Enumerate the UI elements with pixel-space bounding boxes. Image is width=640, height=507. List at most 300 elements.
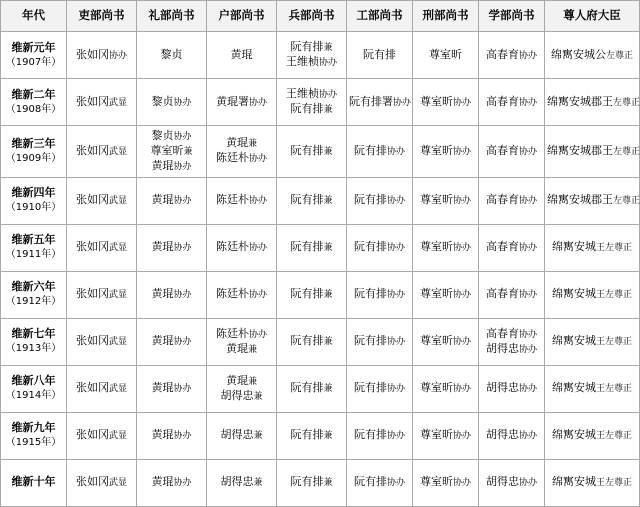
official-rank-suffix: 兼 <box>253 391 263 402</box>
official-cell <box>479 271 545 318</box>
official-rank-suffix: 协办 <box>173 161 192 172</box>
official-rank-suffix: 协办 <box>173 243 192 254</box>
official-rank-suffix: 协办 <box>248 290 267 301</box>
official-name-text: 绵寯安城郡王 <box>547 143 613 157</box>
official-rank-suffix: 协办 <box>518 290 537 301</box>
official-name-text: 阮有排 <box>353 428 387 442</box>
official-name-text: 张如冈 <box>75 428 109 442</box>
official-name <box>279 381 344 396</box>
era-name: 维新八年 <box>11 374 56 388</box>
official-name <box>415 193 476 208</box>
official-name <box>547 428 637 443</box>
official-name-text: 绵寯安城郡王 <box>547 193 613 207</box>
official-name-text: 阮有排 <box>353 475 387 489</box>
official-name <box>547 475 637 490</box>
official-name-text: 阮有排 <box>353 240 387 254</box>
official-name-text: 尊室昕 <box>419 287 453 301</box>
official-cell <box>207 318 277 365</box>
official-rank-suffix: 协办 <box>108 50 127 61</box>
official-cell <box>277 224 347 271</box>
official-rank-suffix: 武显 <box>108 337 127 348</box>
official-rank-suffix: 协办 <box>518 329 537 340</box>
era-name: 维新四年 <box>11 186 56 200</box>
official-cell <box>67 224 137 271</box>
official-rank-suffix: 协办 <box>518 50 537 61</box>
official-cell <box>207 32 277 79</box>
official-name <box>279 334 344 349</box>
official-name-text: 胡得忠 <box>485 428 519 442</box>
official-name-text: 尊室昕 <box>419 193 453 207</box>
era-name: 维新十年 <box>11 475 56 489</box>
official-cell <box>413 365 479 412</box>
era-year: （1915年） <box>5 437 62 449</box>
era-name: 维新三年 <box>11 137 56 151</box>
official-name-text: 张如冈 <box>75 381 109 395</box>
official-name-text: 张如冈 <box>75 193 109 207</box>
official-name <box>209 136 274 151</box>
official-cell <box>207 177 277 224</box>
official-rank-suffix: 协办 <box>173 384 192 395</box>
official-name <box>547 381 637 396</box>
official-cell <box>347 32 413 79</box>
era-year: （1912年） <box>5 296 62 308</box>
column-header-gongbu: 工部尚书 <box>347 1 413 32</box>
official-cell <box>545 412 640 459</box>
official-name-text: 胡得忠 <box>485 341 519 355</box>
official-rank-suffix: 兼 <box>247 139 257 150</box>
official-cell <box>137 459 207 506</box>
official-name-text: 王维桢 <box>285 55 319 68</box>
table-row <box>1 365 640 412</box>
official-cell <box>207 365 277 412</box>
official-name <box>69 334 134 349</box>
official-cell <box>479 177 545 224</box>
official-name-text: 阮有排 <box>290 102 324 115</box>
official-cell <box>137 32 207 79</box>
official-cell <box>347 79 413 126</box>
official-cell <box>137 224 207 271</box>
official-cell <box>413 412 479 459</box>
official-rank-suffix: 王左尊正 <box>595 337 632 348</box>
era-name: 维新九年 <box>11 421 56 435</box>
official-name-text: 胡得忠 <box>220 428 254 442</box>
official-rank-suffix: 协办 <box>393 97 412 108</box>
official-name <box>139 48 204 63</box>
official-name <box>69 144 134 159</box>
official-name-text: 张如冈 <box>75 475 109 489</box>
official-name <box>139 129 204 144</box>
official-rank-suffix: 王左尊正 <box>595 478 632 489</box>
official-name <box>279 55 344 70</box>
official-cell <box>277 126 347 178</box>
table-row <box>1 32 640 79</box>
table-row <box>1 271 640 318</box>
table-row <box>1 177 640 224</box>
official-rank-suffix: 协办 <box>518 344 537 355</box>
official-cell <box>545 271 640 318</box>
official-rank-suffix: 协办 <box>173 196 192 207</box>
official-cell <box>479 126 545 178</box>
official-rank-suffix: 协办 <box>518 146 537 157</box>
era-year: （1911年） <box>5 249 62 261</box>
official-rank-suffix: 兼 <box>323 337 333 348</box>
official-rank-suffix: 左尊正 <box>613 146 640 157</box>
official-name-text: 高春育 <box>485 240 519 254</box>
era-year: （1910年） <box>5 202 62 214</box>
official-name-text: 尊室昕 <box>150 143 184 157</box>
official-name-text: 黄琨 <box>151 158 174 172</box>
official-name-text: 阮有排 <box>353 334 387 348</box>
era-name: 维新七年 <box>11 327 56 341</box>
official-name-text: 黄琨 <box>151 334 174 348</box>
official-cell <box>277 32 347 79</box>
official-name <box>481 240 542 255</box>
official-name-text: 黄琨 <box>151 381 174 395</box>
official-name <box>349 240 410 255</box>
official-rank-suffix: 武显 <box>108 290 127 301</box>
official-name-text: 胡得忠 <box>220 388 254 402</box>
official-rank-suffix: 兼 <box>323 478 333 489</box>
official-cell <box>413 79 479 126</box>
column-header-xuebu: 学部尚书 <box>479 1 545 32</box>
official-name-text: 黄琨 <box>151 287 174 301</box>
official-rank-suffix: 兼 <box>253 431 263 442</box>
era-name: 维新二年 <box>11 87 56 101</box>
column-header-zunrenfu: 尊人府大臣 <box>545 1 640 32</box>
official-rank-suffix: 协办 <box>386 337 405 348</box>
official-name-text: 尊室昕 <box>419 143 453 157</box>
official-name <box>481 327 542 342</box>
official-name <box>69 95 134 110</box>
official-cell <box>413 271 479 318</box>
table-row <box>1 459 640 506</box>
official-rank-suffix: 兼 <box>247 376 257 387</box>
official-name <box>481 475 542 490</box>
official-name <box>139 144 204 159</box>
official-cell <box>67 459 137 506</box>
official-rank-suffix: 协办 <box>452 243 471 254</box>
official-name-text: 高春育 <box>485 193 519 207</box>
table-row <box>1 224 640 271</box>
official-name <box>415 475 476 490</box>
official-name-text: 尊室昕 <box>419 240 453 254</box>
column-header-era: 年代 <box>1 1 67 32</box>
official-cell <box>67 126 137 178</box>
official-rank-suffix: 左尊正 <box>605 50 633 61</box>
official-cell <box>545 224 640 271</box>
official-name <box>415 428 476 443</box>
official-rank-suffix: 协办 <box>173 97 192 108</box>
official-name <box>415 48 476 63</box>
official-name <box>209 48 274 63</box>
official-name-text: 尊室昕 <box>429 47 462 61</box>
official-name <box>547 240 637 255</box>
table-header-row <box>1 1 640 32</box>
official-name <box>349 95 410 110</box>
official-rank-suffix: 兼 <box>323 196 333 207</box>
official-rank-suffix: 兼 <box>247 344 257 355</box>
official-name <box>139 193 204 208</box>
era-cell <box>1 177 67 224</box>
official-cell <box>347 224 413 271</box>
official-name <box>279 87 344 102</box>
official-rank-suffix: 兼 <box>183 146 193 157</box>
official-rank-suffix: 协办 <box>248 243 267 254</box>
official-name-text: 阮有排 <box>290 287 324 301</box>
official-name-text: 阮有排 <box>290 143 324 157</box>
official-cell <box>479 365 545 412</box>
official-name <box>481 428 542 443</box>
official-name <box>139 428 204 443</box>
official-cell <box>137 79 207 126</box>
official-name <box>349 381 410 396</box>
official-name <box>69 193 134 208</box>
era-year: （1914年） <box>5 390 62 402</box>
official-cell <box>413 32 479 79</box>
official-name <box>415 334 476 349</box>
official-name-text: 阮有排 <box>353 143 387 157</box>
official-name-text: 尊室昕 <box>419 428 453 442</box>
official-rank-suffix: 协办 <box>248 154 267 165</box>
table-row <box>1 318 640 365</box>
official-rank-suffix: 协办 <box>173 337 192 348</box>
era-cell <box>1 126 67 178</box>
official-rank-suffix: 协办 <box>452 384 471 395</box>
official-rank-suffix: 武显 <box>108 97 127 108</box>
official-cell <box>413 126 479 178</box>
official-name-text: 阮有排 <box>290 475 324 489</box>
official-cell <box>67 365 137 412</box>
official-name-text: 高春育 <box>485 326 519 340</box>
official-name <box>209 389 274 404</box>
official-rank-suffix: 协办 <box>452 146 471 157</box>
official-name <box>481 193 542 208</box>
official-name-text: 胡得忠 <box>485 475 519 489</box>
official-rank-suffix: 兼 <box>323 290 333 301</box>
official-name <box>481 48 542 63</box>
official-rank-suffix: 兼 <box>253 478 263 489</box>
official-name-text: 胡得忠 <box>485 381 519 395</box>
official-cell <box>479 412 545 459</box>
column-header-xingbu: 刑部尚书 <box>413 1 479 32</box>
official-cell <box>137 126 207 178</box>
official-cell <box>137 318 207 365</box>
official-name-text: 张如冈 <box>75 334 109 348</box>
official-name <box>209 287 274 302</box>
official-name <box>279 40 344 55</box>
official-name <box>69 381 134 396</box>
era-year: （1907年） <box>5 56 62 68</box>
official-name <box>481 95 542 110</box>
official-cell <box>545 79 640 126</box>
official-rank-suffix: 协办 <box>318 58 337 68</box>
official-cell <box>277 271 347 318</box>
era-cell <box>1 32 67 79</box>
official-name <box>547 193 640 208</box>
official-name-text: 张如冈 <box>75 143 109 157</box>
official-rank-suffix: 兼 <box>323 105 333 115</box>
official-cell <box>347 126 413 178</box>
official-name <box>209 327 274 342</box>
official-cell <box>347 271 413 318</box>
official-rank-suffix: 协办 <box>452 337 471 348</box>
official-name <box>209 151 274 166</box>
official-cell <box>137 271 207 318</box>
official-rank-suffix: 协办 <box>518 384 537 395</box>
official-rank-suffix: 武显 <box>108 431 127 442</box>
official-name-text: 绵寯安城公 <box>550 47 606 61</box>
era-year: （1909年） <box>5 152 62 164</box>
official-name <box>139 159 204 174</box>
official-name-text: 绵寯安城 <box>551 381 596 395</box>
official-rank-suffix: 协办 <box>518 97 537 108</box>
official-cell <box>137 177 207 224</box>
official-cell <box>67 79 137 126</box>
official-cell <box>277 318 347 365</box>
official-rank-suffix: 武显 <box>108 146 127 157</box>
official-name <box>139 381 204 396</box>
official-name <box>209 342 274 357</box>
official-name-text: 张如冈 <box>75 287 109 301</box>
official-name-text: 陈廷朴 <box>215 151 249 165</box>
official-name-text: 黄琨 <box>225 136 248 150</box>
official-name <box>139 475 204 490</box>
official-name-text: 绵寯安城 <box>551 428 596 442</box>
official-name-text: 张如冈 <box>75 94 109 108</box>
official-name <box>69 475 134 490</box>
official-name-text: 高春育 <box>485 143 519 157</box>
official-cell <box>479 224 545 271</box>
official-name <box>349 144 410 159</box>
official-rank-suffix: 协办 <box>518 431 537 442</box>
official-name-text: 陈廷朴 <box>215 240 249 254</box>
official-name <box>349 48 410 63</box>
official-rank-suffix: 王左尊正 <box>595 431 632 442</box>
official-rank-suffix: 协办 <box>452 431 471 442</box>
official-name-text: 阮有排 <box>363 47 396 61</box>
official-cell <box>347 459 413 506</box>
official-name <box>279 428 344 443</box>
official-name <box>547 143 640 159</box>
era-cell <box>1 224 67 271</box>
official-rank-suffix: 协办 <box>248 97 267 108</box>
official-rank-suffix: 协办 <box>173 431 192 442</box>
official-rank-suffix: 协办 <box>173 290 192 301</box>
official-cell <box>277 365 347 412</box>
official-name <box>209 428 274 443</box>
official-rank-suffix: 协办 <box>452 478 471 489</box>
official-name <box>547 94 640 110</box>
official-cell <box>545 459 640 506</box>
table-row <box>1 412 640 459</box>
official-rank-suffix: 协办 <box>452 97 471 108</box>
official-cell <box>413 177 479 224</box>
official-rank-suffix: 协办 <box>248 196 267 207</box>
official-cell <box>207 459 277 506</box>
official-cell <box>545 365 640 412</box>
era-cell <box>1 412 67 459</box>
official-rank-suffix: 王左尊正 <box>595 384 632 395</box>
official-cell <box>207 126 277 178</box>
official-cell <box>413 224 479 271</box>
official-name <box>69 287 134 302</box>
official-cell <box>347 177 413 224</box>
official-name-text: 陈廷朴 <box>215 287 249 301</box>
official-name <box>69 48 134 63</box>
official-rank-suffix: 协办 <box>248 329 267 340</box>
official-name <box>279 287 344 302</box>
official-rank-suffix: 协办 <box>518 243 537 254</box>
official-cell <box>479 318 545 365</box>
official-cell <box>67 412 137 459</box>
official-cell <box>67 177 137 224</box>
official-name-text: 阮有排 <box>290 428 324 442</box>
official-name-text: 张如冈 <box>75 47 109 61</box>
official-name-text: 尊室昕 <box>419 475 453 489</box>
official-name-text: 黄琨 <box>151 193 174 207</box>
official-rank-suffix: 王左尊正 <box>595 243 632 254</box>
official-cell <box>413 318 479 365</box>
official-cell <box>137 365 207 412</box>
official-rank-suffix: 协办 <box>173 478 192 489</box>
official-name-text: 黎贞 <box>151 129 174 142</box>
official-cell <box>137 412 207 459</box>
official-rank-suffix: 协办 <box>386 384 405 395</box>
official-rank-suffix: 兼 <box>323 146 333 157</box>
official-name-text: 绵寯安城 <box>551 475 596 489</box>
official-rank-suffix: 协办 <box>518 196 537 207</box>
official-name-text: 黄琨 <box>225 341 248 355</box>
official-rank-suffix: 王左尊正 <box>595 290 632 301</box>
official-name <box>415 95 476 110</box>
official-rank-suffix: 协办 <box>386 431 405 442</box>
official-name <box>279 240 344 255</box>
official-rank-suffix: 协办 <box>386 290 405 301</box>
official-name <box>547 48 637 63</box>
official-name-text: 黄琨 <box>151 475 174 489</box>
official-name <box>415 144 476 159</box>
official-name <box>209 475 274 490</box>
table-row <box>1 126 640 178</box>
official-name <box>209 193 274 208</box>
official-name-text: 高春育 <box>485 287 519 301</box>
official-name <box>349 475 410 490</box>
official-rank-suffix: 兼 <box>323 43 333 54</box>
era-cell <box>1 318 67 365</box>
official-name <box>279 102 344 117</box>
era-year: （1913年） <box>5 343 62 355</box>
official-rank-suffix: 兼 <box>323 384 333 395</box>
official-rank-suffix: 协办 <box>452 196 471 207</box>
official-cell <box>277 79 347 126</box>
official-cell <box>479 459 545 506</box>
official-name-text: 阮有排 <box>290 334 324 348</box>
official-name-text: 阮有排 <box>353 381 387 395</box>
era-cell <box>1 365 67 412</box>
official-cell <box>277 412 347 459</box>
official-name-text: 高春育 <box>485 47 519 61</box>
official-name <box>547 334 637 349</box>
official-name <box>481 287 542 302</box>
official-name-text: 阮有排 <box>290 381 324 395</box>
official-name <box>349 428 410 443</box>
official-rank-suffix: 协办 <box>386 478 405 489</box>
official-rank-suffix: 协办 <box>318 90 337 101</box>
official-name-text: 黄琨 <box>151 240 174 254</box>
official-name <box>279 475 344 490</box>
official-rank-suffix: 协办 <box>452 290 471 301</box>
official-cell <box>67 318 137 365</box>
